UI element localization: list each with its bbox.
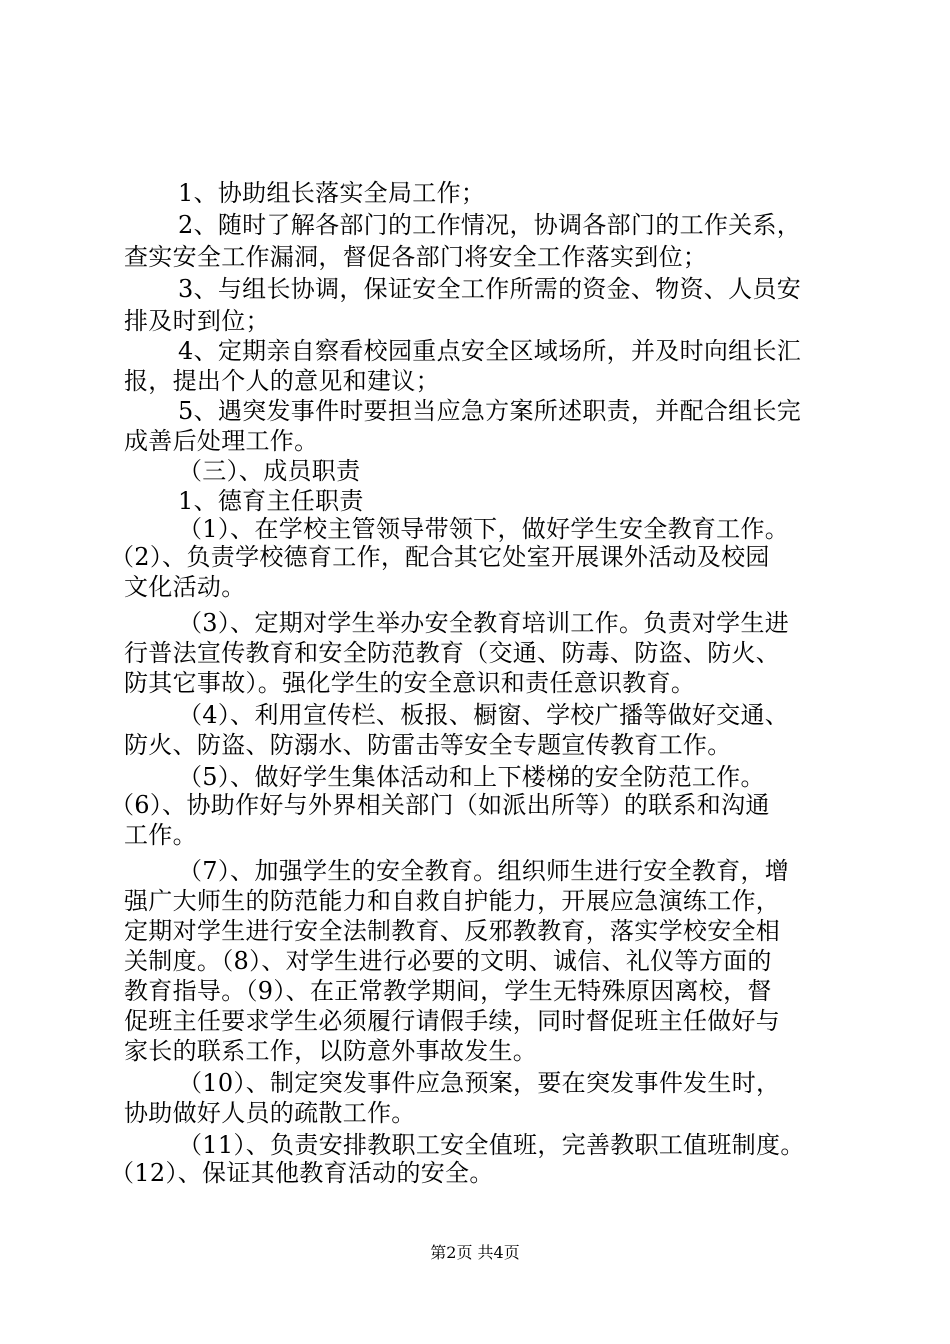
paragraph-line: 工作。 (124, 821, 197, 849)
section-heading: （三）、成员职责 (178, 457, 361, 485)
paragraph-line: 排及时到位； (124, 307, 270, 335)
paragraph-line: 3、与组长协调，保证安全工作所需的资金、物资、人员安 (178, 275, 802, 303)
paragraph-line: （1）、在学校主管领导带领下，做好学生安全教育工作。 (178, 515, 790, 543)
subsection-heading: 1、德育主任职责 (178, 487, 364, 515)
paragraph-line: 5、遇突发事件时要担当应急方案所述职责，并配合组长完 (178, 397, 802, 425)
paragraph-line: 促班主任要求学生必须履行请假手续，同时督促班主任做好与 (124, 1007, 781, 1035)
paragraph-line: 防火、防盗、防溺水、防雷击等安全专题宣传教育工作。 (124, 731, 732, 759)
paragraph-line: 定期对学生进行安全法制教育、反邪教教育，落实学校安全相 (124, 917, 781, 945)
paragraph-line: 报，提出个人的意见和建议； (124, 367, 440, 395)
paragraph-line: 教育指导。（9）、在正常教学期间，学生无特殊原因离校，督 (124, 977, 772, 1005)
paragraph-line: （12）、保证其他教育活动的安全。 (110, 1159, 494, 1187)
paragraph-line: 2、随时了解各部门的工作情况，协调各部门的工作关系， (178, 211, 802, 239)
paragraph-line: 1、协助组长落实全局工作； (178, 179, 486, 207)
paragraph-line: （2）、负责学校德育工作，配合其它处室开展课外活动及校园 (110, 543, 770, 571)
paragraph-line: （7）、加强学生的安全教育。组织师生进行安全教育，增 (178, 857, 790, 885)
paragraph-line: 查实安全工作漏洞，督促各部门将安全工作落实到位； (124, 243, 708, 271)
paragraph-line: （3）、定期对学生举办安全教育培训工作。负责对学生进 (178, 609, 790, 637)
paragraph-line: （6）、协助作好与外界相关部门（如派出所等）的联系和沟通 (110, 791, 770, 819)
paragraph-line: 4、定期亲自察看校园重点安全区域场所，并及时向组长汇 (178, 337, 802, 365)
paragraph-line: （4）、利用宣传栏、板报、橱窗、学校广播等做好交通、 (178, 701, 790, 729)
paragraph-line: 关制度。（8）、对学生进行必要的文明、诚信、礼仪等方面的 (124, 947, 772, 975)
paragraph-line: 成善后处理工作。 (124, 427, 319, 455)
paragraph-line: （5）、做好学生集体活动和上下楼梯的安全防范工作。 (178, 763, 765, 791)
paragraph-line: 文化活动。 (124, 573, 246, 601)
paragraph-line: 防其它事故）。强化学生的安全意识和责任意识教育。 (124, 669, 696, 697)
paragraph-line: 强广大师生的防范能力和自救自护能力，开展应急演练工作， (124, 887, 781, 915)
paragraph-line: （11）、负责安排教职工安全值班，完善教职工值班制度。 (178, 1131, 805, 1159)
paragraph-line: （10）、制定突发事件应急预案，要在突发事件发生时， (178, 1069, 781, 1097)
paragraph-line: 协助做好人员的疏散工作。 (124, 1099, 416, 1127)
paragraph-line: 行普法宣传教育和安全防范教育（交通、防毒、防盗、防火、 (124, 639, 781, 667)
page-footer: 第2页 共4页 (430, 1243, 520, 1262)
paragraph-line: 家长的联系工作，以防意外事故发生。 (124, 1037, 538, 1065)
